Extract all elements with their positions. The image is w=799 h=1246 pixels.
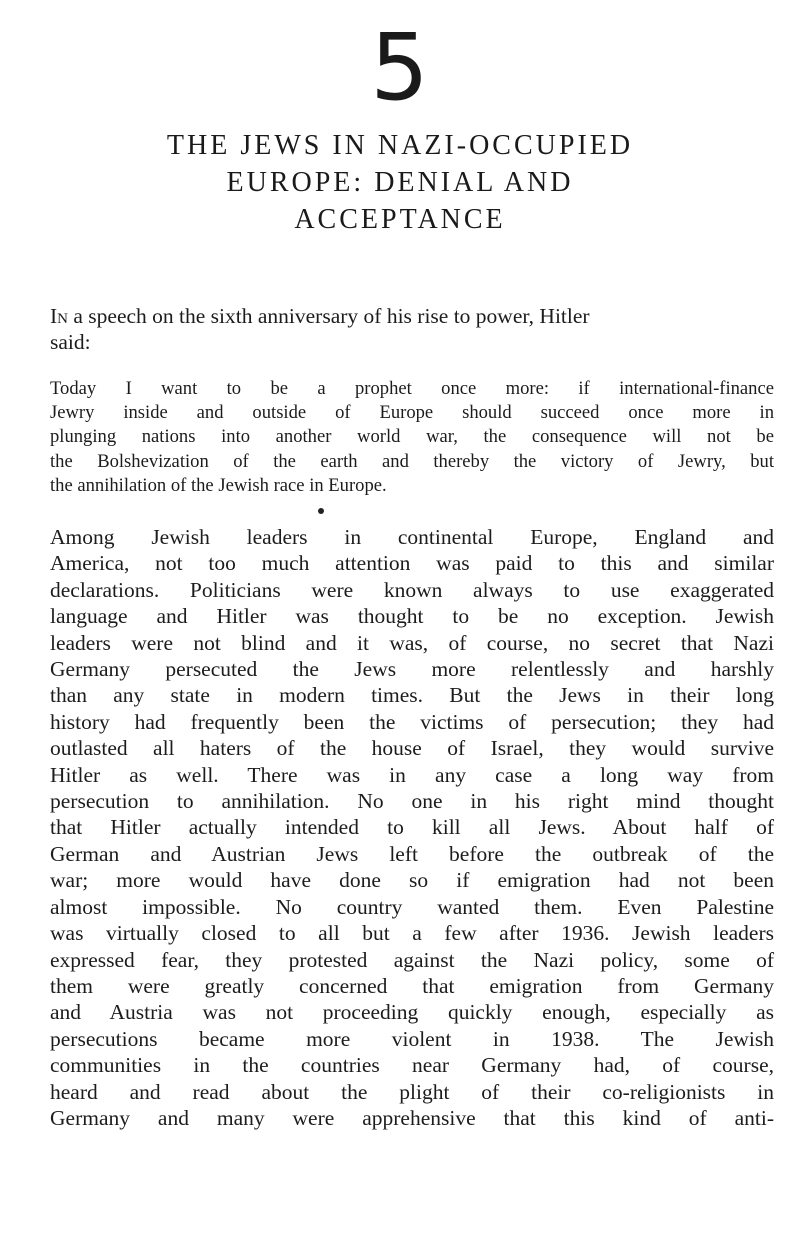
quote-line: Today I want to be a prophet once more: if international-finance bbox=[50, 378, 774, 399]
body-line: outlasted all haters of the house of Israel, they would survive bbox=[50, 736, 774, 761]
body-line: persecution to annihilation. No one in his right mind thought bbox=[50, 789, 774, 814]
opening-smallcaps: In bbox=[50, 304, 68, 328]
body-paragraph bbox=[50, 524, 774, 1131]
chapter-title-line: THE JEWS IN NAZI-OCCUPIED bbox=[166, 130, 634, 161]
chapter-number: 5 bbox=[370, 14, 429, 121]
body-line: leaders were not blind and it was, of course, no secret that Nazi bbox=[50, 630, 774, 655]
body-line: was virtually closed to all but a few after 1936. Jewish leaders bbox=[50, 921, 774, 946]
quote-line: the Bolshevization of the earth and thereby the victory of Jewry, but bbox=[50, 450, 774, 472]
quote-line: Jewry inside and outside of Europe should succeed once more in bbox=[50, 402, 774, 424]
chapter-title-line: EUROPE: DENIAL AND bbox=[226, 167, 574, 198]
body-line: declarations. Politicians were known always to use exaggerated bbox=[50, 577, 774, 602]
chapter-title bbox=[100, 127, 700, 238]
block-quote bbox=[50, 377, 774, 498]
body-line: German and Austrian Jews left before the outbreak of the bbox=[50, 841, 774, 866]
body-line: and Austria was not proceeding quickly enough, especially as bbox=[50, 1000, 774, 1025]
opening-paragraph bbox=[50, 303, 774, 355]
body-line: persecutions became more violent in 1938. The Jewish bbox=[50, 1026, 774, 1051]
body-line: them were greatly concerned that emigration from Germany bbox=[50, 973, 774, 998]
body-line: Hitler as well. There was in any case a long way from bbox=[50, 762, 774, 787]
body-line: Germany persecuted the Jews more relentlessly and harshly bbox=[50, 657, 774, 682]
body-line: America, not too much attention was paid to this and similar bbox=[50, 551, 774, 576]
body-line: war; more would have done so if emigration had not been bbox=[50, 868, 774, 893]
body-line: that Hitler actually intended to kill all Jews. About half of bbox=[50, 815, 774, 840]
opening-text: a speech on the sixth anniversary of his rise to power, Hitler bbox=[68, 304, 590, 328]
chapter-title-line: ACCEPTANCE bbox=[294, 204, 506, 235]
quote-line: the annihilation of the Jewish race in Europe. bbox=[50, 474, 387, 496]
body-line: communities in the countries near Germany had, of course, bbox=[50, 1053, 774, 1078]
print-mark bbox=[318, 508, 324, 514]
body-line: expressed fear, they protested against the Nazi policy, some of bbox=[50, 947, 774, 972]
quote-line: plunging nations into another world war, the consequence will not be bbox=[50, 426, 774, 448]
body-line: language and Hitler was thought to be no exception. Jewish bbox=[50, 604, 774, 629]
body-line: Among Jewish leaders in continental Europe, England and bbox=[50, 525, 774, 549]
opening-text: said: bbox=[50, 330, 91, 354]
body-line: heard and read about the plight of their co-religionists in bbox=[50, 1079, 774, 1104]
body-line: Germany and many were apprehensive that this kind of anti- bbox=[50, 1105, 774, 1130]
body-line: history had frequently been the victims of persecution; they had bbox=[50, 709, 774, 734]
body-line: almost impossible. No country wanted them. Even Palestine bbox=[50, 894, 774, 919]
body-line: than any state in modern times. But the Jews in their long bbox=[50, 683, 774, 708]
